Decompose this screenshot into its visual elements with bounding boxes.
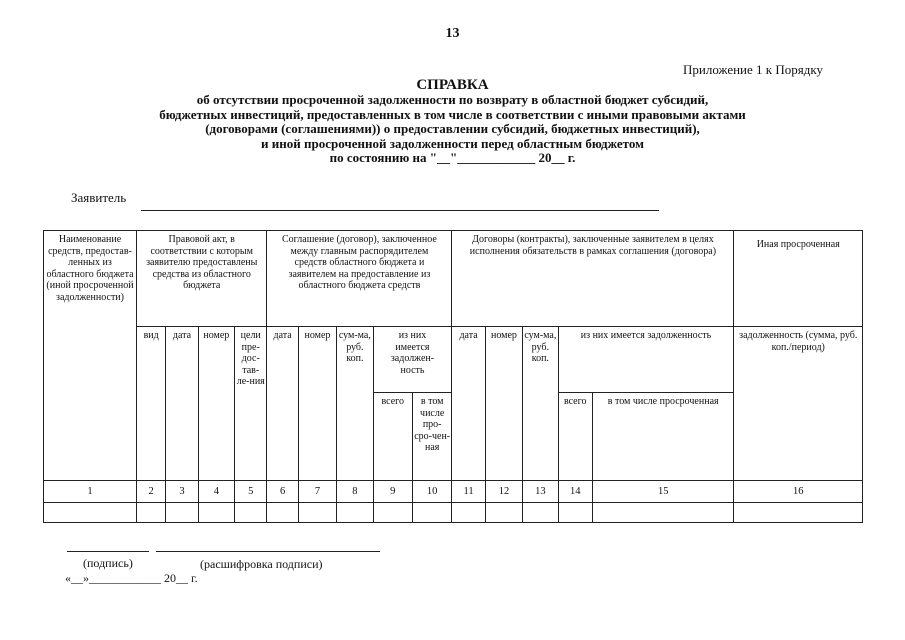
header-inaya-sub: задолженность (сумма, руб. коп./период) bbox=[734, 327, 863, 481]
header-summa-d: сум-ма, руб. коп. bbox=[523, 327, 558, 481]
heading-line: по состоянию на "__"____________ 20__ г. bbox=[329, 150, 576, 165]
signature-field[interactable] bbox=[67, 551, 149, 552]
column-number: 12 bbox=[485, 481, 522, 503]
table-cell[interactable] bbox=[558, 503, 592, 523]
signature-decoding-label: (расшифровка подписи) bbox=[200, 557, 323, 571]
table-cell[interactable] bbox=[412, 503, 451, 523]
date-line: «__»____________ 20__ г. bbox=[65, 571, 198, 585]
column-number: 2 bbox=[137, 481, 166, 503]
column-number: 5 bbox=[235, 481, 267, 503]
page-number: 13 bbox=[445, 26, 460, 41]
header-nomer-d: номер bbox=[485, 327, 522, 481]
table-cell[interactable] bbox=[267, 503, 298, 523]
table-cell[interactable] bbox=[373, 503, 412, 523]
heading-line: (договорами (соглашениями)) о предоставлении субсидий, бюджетных инвестиций), bbox=[205, 121, 700, 136]
table-cell[interactable] bbox=[337, 503, 373, 523]
table-cell[interactable] bbox=[198, 503, 234, 523]
column-number: 8 bbox=[337, 481, 373, 503]
header-nomer-s: номер bbox=[298, 327, 336, 481]
table-cell[interactable] bbox=[298, 503, 336, 523]
header-v-tom-chisle-d: в том числе просроченная bbox=[592, 393, 734, 481]
column-number: 4 bbox=[198, 481, 234, 503]
heading-line: бюджетных инвестиций, предоставленных в том числе в соответствии с иными правовыми актами bbox=[159, 106, 746, 122]
header-dogovory: Договоры (контракты), заключенные заявителем в целях исполнения обязательств в рамках соглашения (договора) bbox=[452, 231, 734, 327]
table-cell[interactable] bbox=[44, 503, 137, 523]
table-cell[interactable] bbox=[235, 503, 267, 523]
appendix-label: Приложение 1 к Порядку bbox=[683, 62, 823, 77]
signature-decoding-field[interactable] bbox=[156, 551, 380, 552]
header-vsego-d: всего bbox=[558, 393, 592, 481]
header-data-s: дата bbox=[267, 327, 298, 481]
header-data: дата bbox=[166, 327, 198, 481]
column-number: 1 bbox=[44, 481, 137, 503]
table-cell[interactable] bbox=[452, 503, 485, 523]
column-number: 13 bbox=[523, 481, 558, 503]
header-vsego-s: всего bbox=[373, 393, 412, 481]
header-name: Наименование средств, предостав-ленных из областного бюджета (иной просроченной задолженности) bbox=[44, 231, 137, 481]
table-cell[interactable] bbox=[137, 503, 166, 523]
table-row bbox=[44, 503, 863, 523]
header-pravovoy-akt: Правовой акт, в соответствии с которым заявителю предоставлены средства из областного бюджета bbox=[137, 231, 267, 327]
column-number: 14 bbox=[558, 481, 592, 503]
column-number: 15 bbox=[592, 481, 734, 503]
header-v-tom-chisle-s: в том числе про-сро-чен-ная bbox=[412, 393, 451, 481]
table-cell[interactable] bbox=[523, 503, 558, 523]
document-heading bbox=[0, 77, 905, 166]
column-number: 7 bbox=[298, 481, 336, 503]
table-cell[interactable] bbox=[166, 503, 198, 523]
header-vid: вид bbox=[137, 327, 166, 481]
applicant-label: Заявитель bbox=[71, 190, 127, 205]
header-tseli: цели пре-дос-тав-ле-ния bbox=[235, 327, 267, 481]
heading-line: и иной просроченной задолженности перед областным бюджетом bbox=[261, 135, 644, 151]
header-soglashenie: Соглашение (договор), заключенное между главным распорядителем средств областного бюджета и заявителем на предоставление из областного бюджета средств bbox=[267, 231, 452, 327]
heading-line: об отсутствии просроченной задолженности по возврату в областной бюджет субсидий, bbox=[196, 92, 709, 107]
table-cell[interactable] bbox=[592, 503, 734, 523]
header-nomer: номер bbox=[198, 327, 234, 481]
column-number: 9 bbox=[373, 481, 412, 503]
applicant-field[interactable] bbox=[141, 210, 659, 211]
signature-label: (подпись) bbox=[83, 556, 133, 570]
header-summa-s: сум-ма, руб. коп. bbox=[337, 327, 373, 481]
table-cell[interactable] bbox=[485, 503, 522, 523]
header-iz-nih-s: из них имеется задолжен-ность bbox=[373, 327, 452, 393]
header-data-d: дата bbox=[452, 327, 485, 481]
debt-table bbox=[43, 230, 863, 523]
column-number: 16 bbox=[734, 481, 863, 503]
header-iz-nih-d: из них имеется задолженность bbox=[558, 327, 734, 393]
column-number: 6 bbox=[267, 481, 298, 503]
column-number: 10 bbox=[412, 481, 451, 503]
table-cell[interactable] bbox=[734, 503, 863, 523]
column-number: 3 bbox=[166, 481, 198, 503]
document-title: СПРАВКА bbox=[416, 77, 489, 93]
column-number: 11 bbox=[452, 481, 485, 503]
header-inaya: Иная просроченная bbox=[734, 231, 863, 327]
